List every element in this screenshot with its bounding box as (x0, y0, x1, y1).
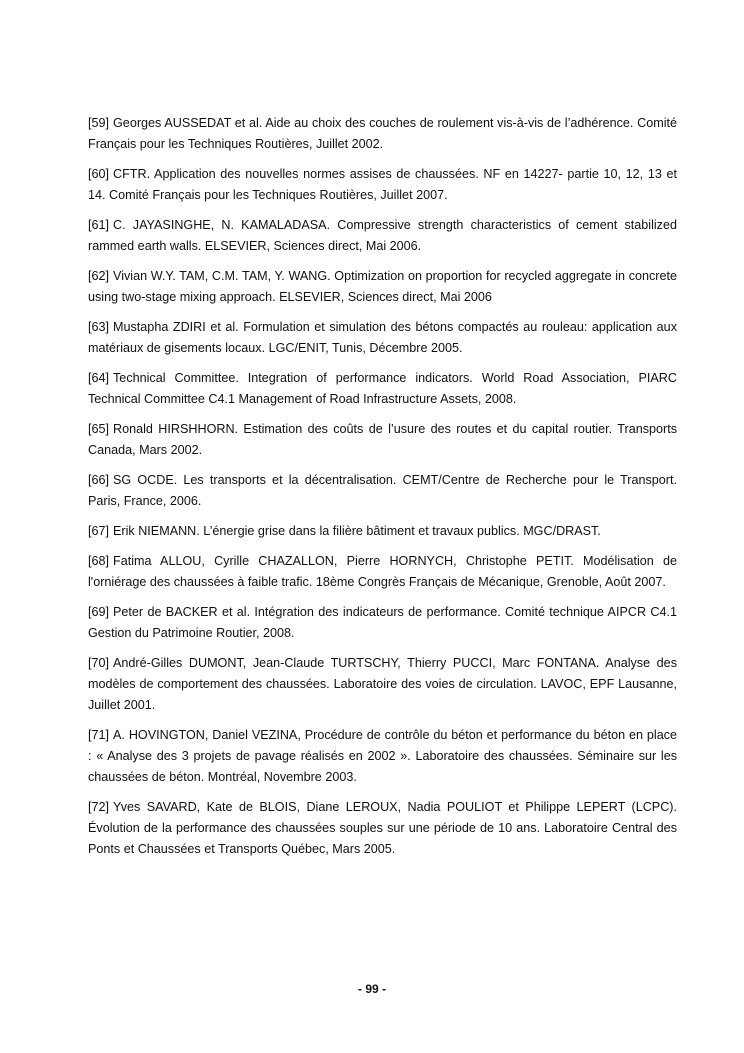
reference-text: A. HOVINGTON, Daniel VEZINA, Procédure de contrôle du béton et performance du béton en place : « Analyse des 3 projets de pavage réalisés en 2002 ». Laboratoire des chaussées. Séminaire sur les chaussées de béton. Montréal, Novembre 2003. (88, 728, 677, 784)
reference-62 (88, 266, 677, 308)
reference-number: [62] (88, 269, 110, 283)
reference-60 (88, 164, 677, 206)
page-number: - 99 - (357, 982, 386, 996)
reference-text: Peter de BACKER et al. Intégration des indicateurs de performance. Comité technique AIPCR C4.1 Gestion du Patrimoine Routier, 2008. (88, 605, 677, 640)
reference-text: SG OCDE. Les transports et la décentralisation. CEMT/Centre de Recherche pour le Transport. Paris, France, 2006. (88, 473, 677, 508)
reference-number: [70] (88, 656, 110, 670)
reference-59 (88, 113, 677, 155)
reference-65 (88, 419, 677, 461)
reference-number: [72] (88, 800, 110, 814)
reference-number: [59] (88, 116, 110, 130)
reference-68 (88, 551, 677, 593)
reference-text: Technical Committee. Integration of performance indicators. World Road Association, PIARC Technical Committee C4.1 Management of Road Infrastructure Assets, 2008. (88, 371, 677, 406)
reference-61 (88, 215, 677, 257)
reference-text: CFTR. Application des nouvelles normes assises de chaussées. NF en 14227- partie 10, 12, 13 et 14. Comité Français pour les Techniques Routières, Juillet 2007. (88, 167, 677, 202)
reference-text: Mustapha ZDIRI et al. Formulation et simulation des bétons compactés au rouleau: application aux matériaux de gisements locaux. LGC/ENIT, Tunis, Décembre 2005. (88, 320, 677, 355)
reference-text: Fatima ALLOU, Cyrille CHAZALLON, Pierre HORNYCH, Christophe PETIT. Modélisation de l'orniérage des chaussées à faible trafic. 18ème Congrès Français de Mécanique, Grenoble, Août 2007. (88, 554, 677, 589)
reference-list (88, 113, 677, 869)
reference-number: [71] (88, 728, 110, 742)
reference-number: [60] (88, 167, 110, 181)
reference-number: [68] (88, 554, 110, 568)
reference-text: André-Gilles DUMONT, Jean-Claude TURTSCHY, Thierry PUCCI, Marc FONTANA. Analyse des modèles de comportement des chaussées. Laboratoire des voies de circulation. LAVOC, EPF Lausanne, Juillet 2001. (88, 656, 677, 712)
reference-70 (88, 653, 677, 716)
reference-number: [61] (88, 218, 110, 232)
reference-67 (88, 521, 677, 542)
reference-number: [63] (88, 320, 110, 334)
reference-71 (88, 725, 677, 788)
reference-64 (88, 368, 677, 410)
reference-number: [65] (88, 422, 110, 436)
reference-text: Erik NIEMANN. L’énergie grise dans la filière bâtiment et travaux publics. MGC/DRAST. (113, 524, 601, 538)
reference-number: [66] (88, 473, 110, 487)
reference-number: [67] (88, 524, 110, 538)
reference-66 (88, 470, 677, 512)
reference-number: [69] (88, 605, 110, 619)
reference-text: Ronald HIRSHHORN. Estimation des coûts de l’usure des routes et du capital routier. Transports Canada, Mars 2002. (88, 422, 677, 457)
reference-text: Georges AUSSEDAT et al. Aide au choix des couches de roulement vis-à-vis de l’adhérence. Comité Français pour les Techniques Routières, Juillet 2002. (88, 116, 677, 151)
reference-69 (88, 602, 677, 644)
reference-text: Yves SAVARD, Kate de BLOIS, Diane LEROUX, Nadia POULIOT et Philippe LEPERT (LCPC). Évolution de la performance des chaussées souples sur une période de 10 ans. Laboratoire Central des Ponts et Chaussées et Transports Québec, Mars 2005. (88, 800, 677, 856)
reference-63 (88, 317, 677, 359)
reference-text: Vivian W.Y. TAM, C.M. TAM, Y. WANG. Optimization on proportion for recycled aggregate in concrete using two-stage mixing approach. ELSEVIER, Sciences direct, Mai 2006 (88, 269, 677, 304)
reference-number: [64] (88, 371, 110, 385)
reference-72 (88, 797, 677, 860)
reference-text: C. JAYASINGHE, N. KAMALADASA. Compressive strength characteristics of cement stabilized rammed earth walls. ELSEVIER, Sciences direct, Mai 2006. (88, 218, 677, 253)
